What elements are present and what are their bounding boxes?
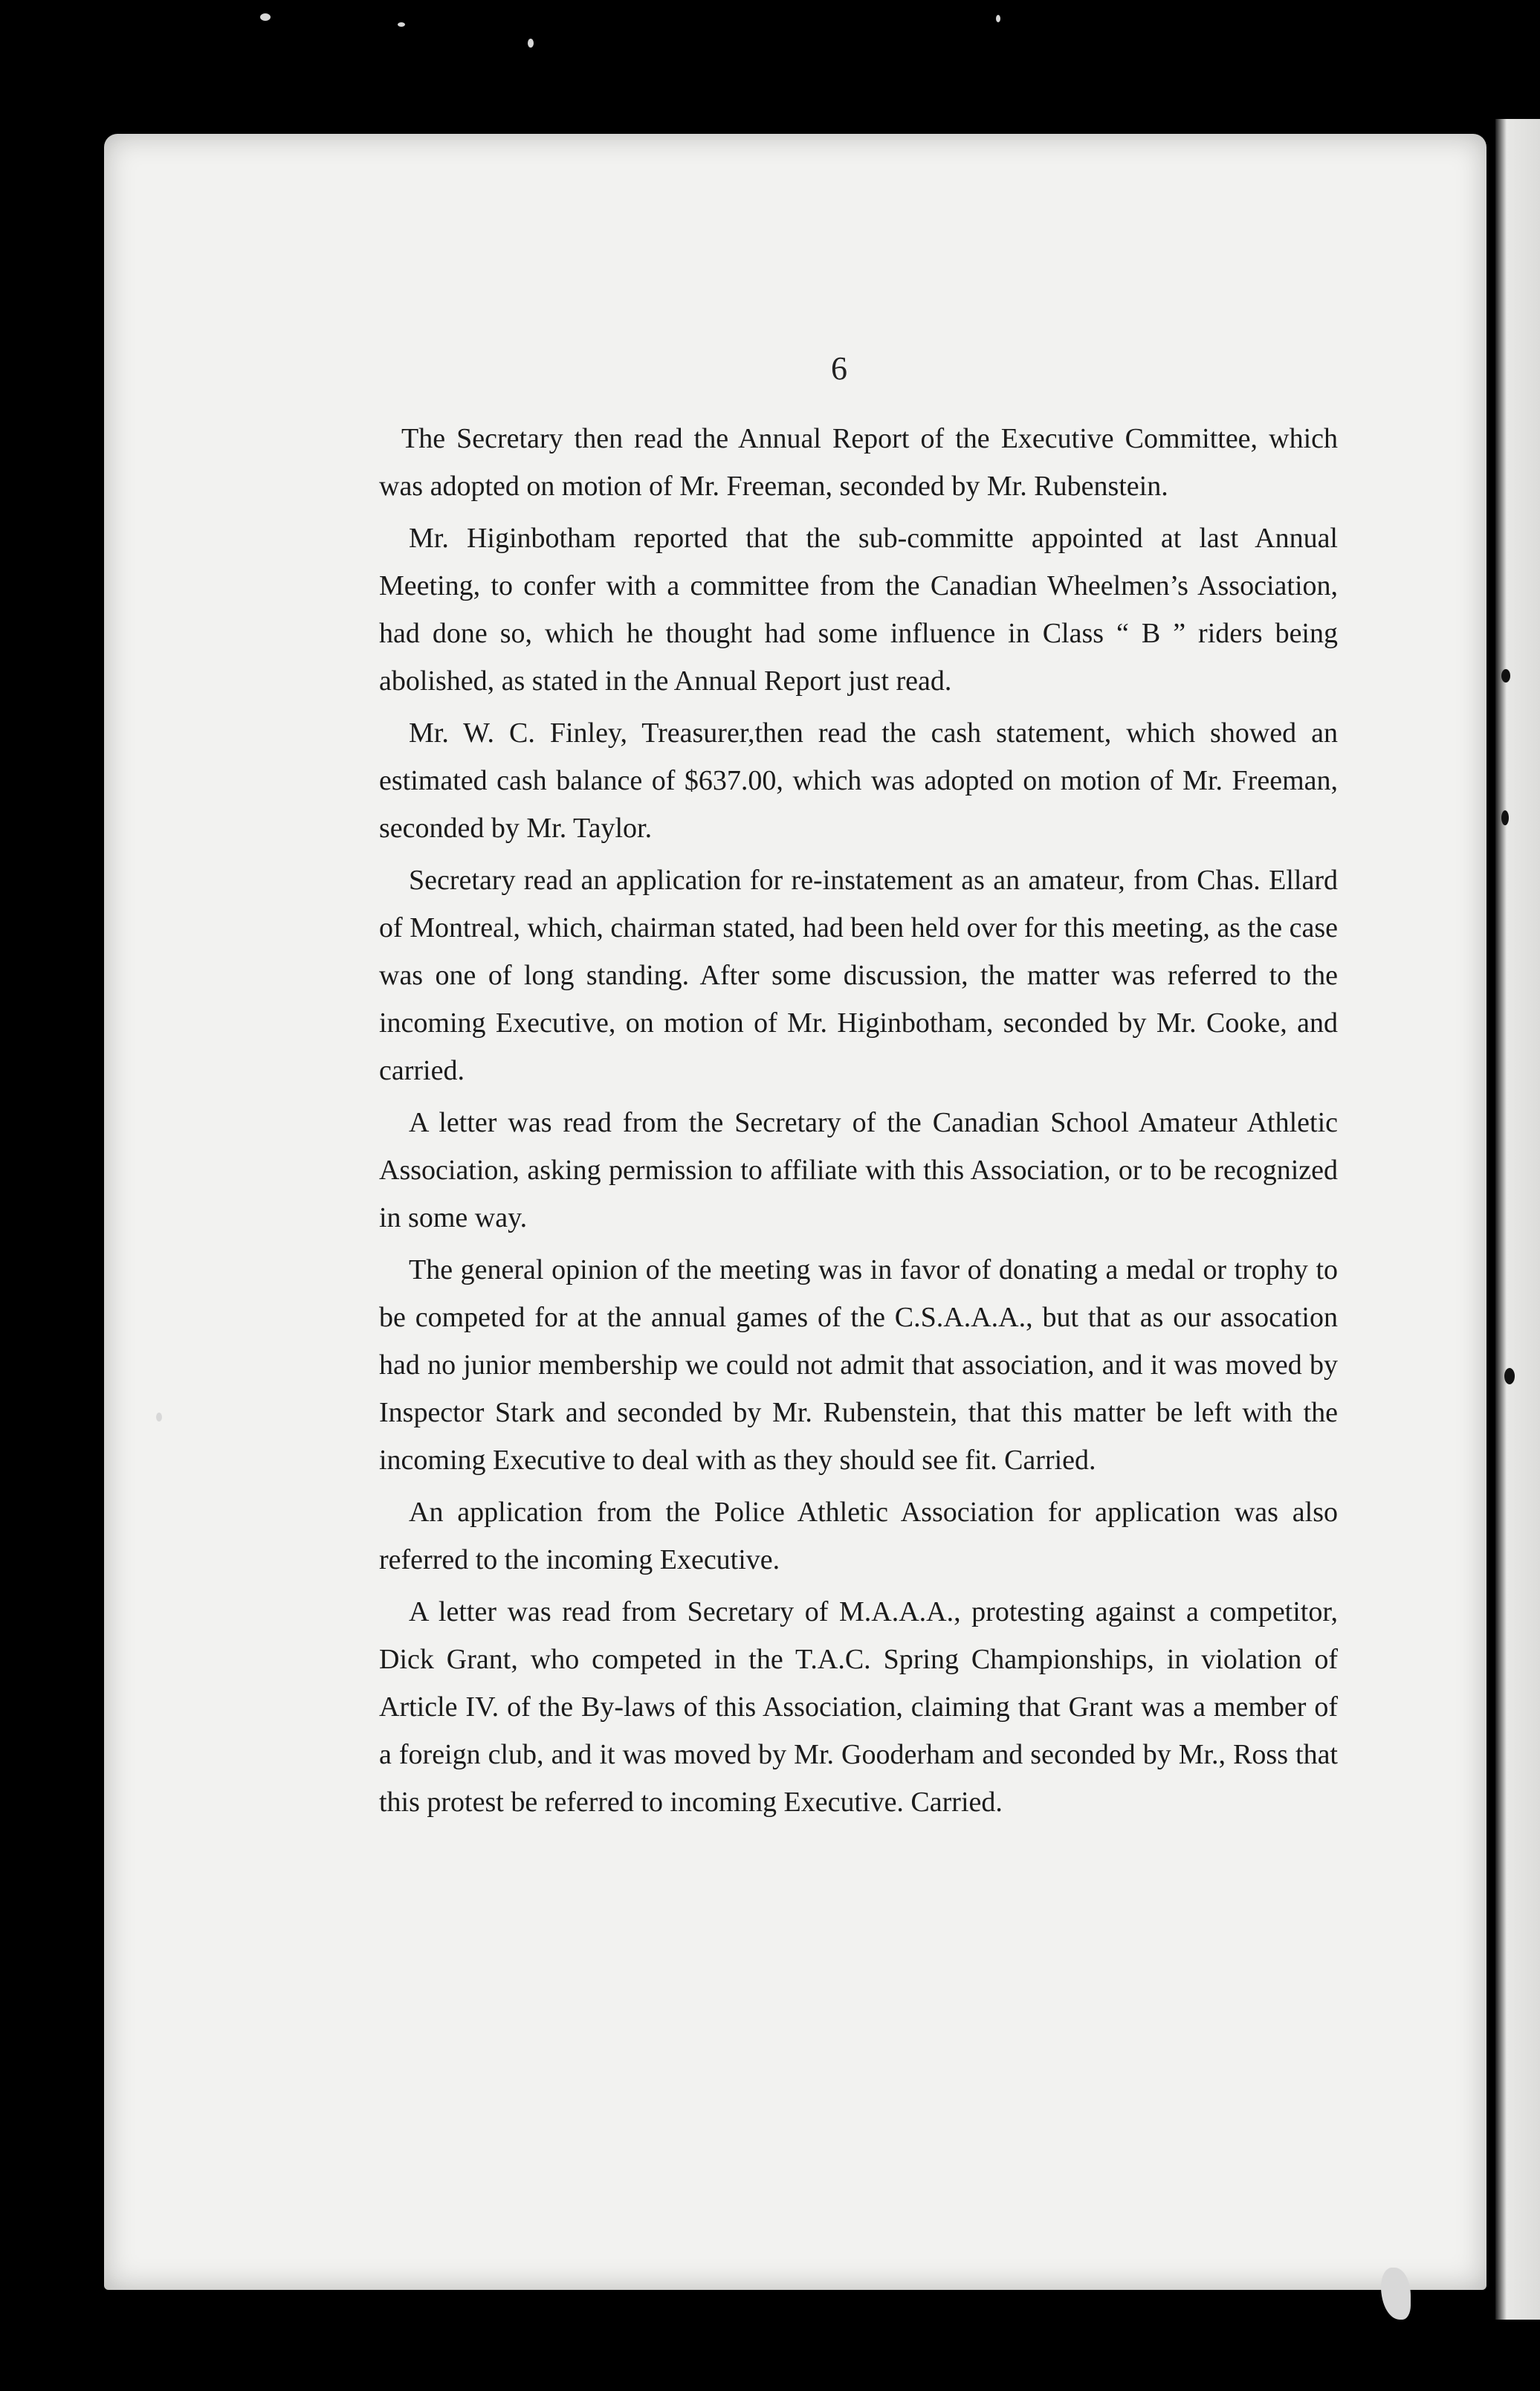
paragraph-medal-opinion: The general opinion of the meeting was in favor of donating a medal or trophy to be competed for at the annual games of the C.S.A.A.A., but that as our assocation had no junior membership we could not admit that association, and it was moved by Inspector Stark and seconded by Mr. Rubenstein, that this matter be left with the incoming Executive to deal with as they should see fit. Carried. [379,1254,1338,1476]
paragraph-reinstatement: Secretary read an application for re-instatement as an amateur, from Chas. Ellard of Montreal, which, chairman stated, had been held over for this meeting, as the case was one of long standing. After some discussion, the matter was referred to the incoming Executive, on motion of Mr. Higinbotham, seconded by Mr. Cooke, and carried. [379,865,1338,1086]
page-number: 6 [831,350,847,387]
adjacent-page-edge [1495,119,1540,2320]
scan-speck [996,15,1000,22]
paragraph-maaa-protest: A letter was read from Secretary of M.A.A.A., protesting against a competitor, Dick Grant, who competed in the T.A.C. Spring Championships, in violation of Article IV. of the By-laws of this Association, claiming that Grant was a member of a foreign club, and it was moved by Mr. Gooderham and seconded by Mr., Ross that this protest be referred to incoming Executive. Carried. [379,1596,1338,1818]
paragraph-police-application: An application from the Police Athletic Association for application was also referred to the incoming Executive. [379,1497,1338,1575]
paragraph-school-association-letter: A letter was read from the Secretary of the Canadian School Amateur Athletic Association, asking permission to affiliate with this Association, or to be recognized in some way. [379,1107,1338,1233]
body-text [379,415,1338,1830]
scan-speck [156,1413,162,1422]
scan-speck [1501,669,1510,683]
scan-speck [1501,810,1509,825]
paragraph-cash-statement: Mr. W. C. Finley, Treasurer,then read the cash statement, which showed an estimated cash balance of $637.00, which was adopted on motion of Mr. Freeman, seconded by Mr. Taylor. [379,717,1338,844]
paragraph-sub-committee: Mr. Higinbotham reported that the sub-committe appointed at last Annual Meeting, to confer with a committee from the Canadian Wheelmen’s Association, had done so, which he thought had some influence in Class “ B ” riders being abolished, as stated in the Annual Report just read. [379,523,1338,697]
scan-speck [1504,1368,1515,1384]
scan-speck [260,13,271,21]
scan-speck [398,22,405,27]
scan-speck [528,39,534,48]
paragraph-annual-report: The Secretary then read the Annual Report of the Executive Committee, which was adopted on motion of Mr. Freeman, seconded by Mr. Rubenstein. [379,423,1338,502]
